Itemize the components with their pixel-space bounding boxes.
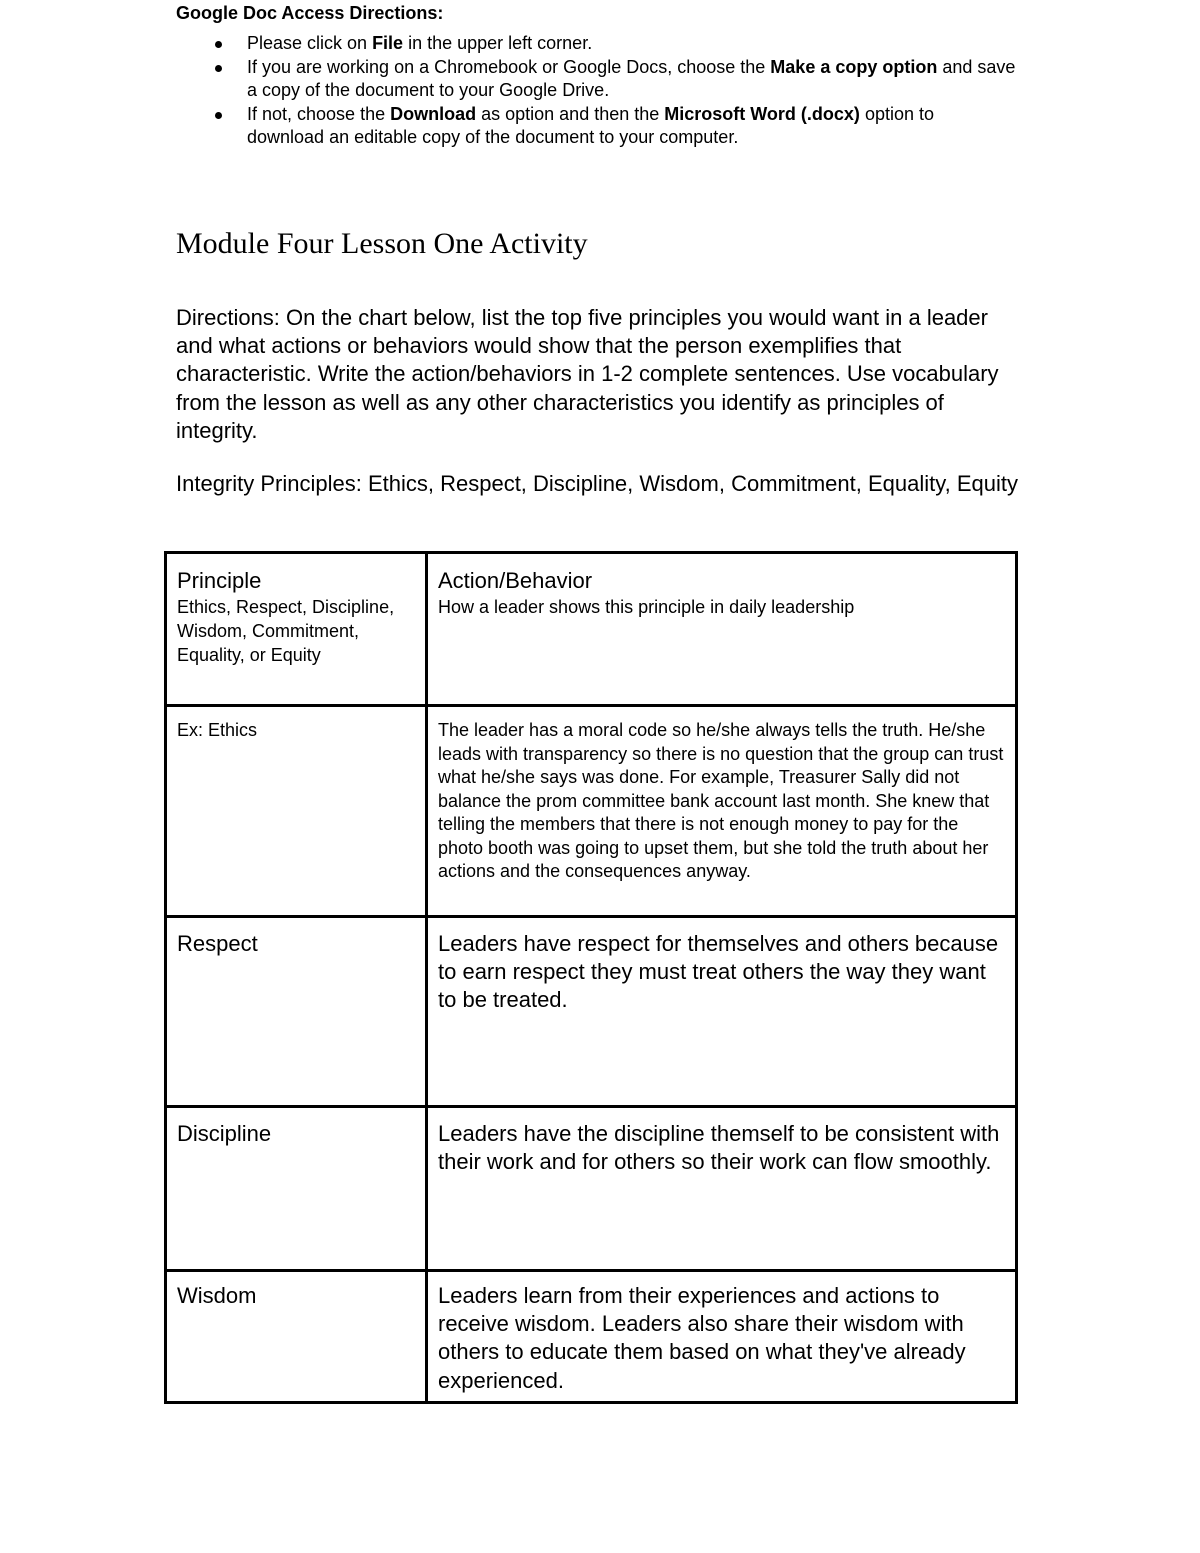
table-header-cell-principle	[166, 553, 427, 706]
list-item-text: If you are working on a Chromebook or Google Docs, choose the	[247, 56, 771, 77]
integrity-principles-paragraph: Integrity Principles: Ethics, Respect, Discipline, Wisdom, Commitment, Equality, Equity	[176, 471, 1018, 496]
activity-table	[164, 551, 1018, 1404]
list-item-bold-text: Microsoft Word (.docx)	[664, 103, 860, 124]
list-item-text: and save a copy of the document to your Google Drive.	[247, 56, 1016, 100]
directions-paragraph: Directions: On the chart below, list the top five principles you would want in a leader and what actions or behaviors would show that the person exemplifies that characteristic. Write the action/behaviors in 1-2 complete sentences. Use vocabulary from the lesson as well as any other characteristics you identify as principles of integrity.	[176, 305, 999, 443]
page-title: Module Four Lesson One Activity	[176, 227, 588, 260]
list-item	[176, 56, 1016, 103]
column-header-action: Action/Behavior	[438, 568, 593, 593]
table-row	[166, 1271, 1017, 1403]
table-row	[166, 1107, 1017, 1271]
principle-cell: Ex: Ethics	[166, 706, 427, 917]
column-header-principle: Principle	[177, 568, 262, 593]
table-header-row	[166, 553, 1017, 706]
column-subheader-action: How a leader shows this principle in daily leadership	[438, 597, 855, 617]
list-item-text: in the upper left corner.	[403, 33, 593, 53]
action-cell: Leaders have respect for themselves and others because to earn respect they must treat others the way they want to be treated.	[427, 917, 1017, 1107]
principle-cell: Discipline	[166, 1107, 427, 1271]
action-cell: Leaders have the discipline themself to be consistent with their work and for others so their work can flow smoothly.	[427, 1107, 1017, 1271]
table-row	[166, 917, 1017, 1107]
table-row	[166, 706, 1017, 917]
list-item-text: option to download an editable copy of the document to your computer.	[247, 103, 934, 147]
list-item-text: If not, choose the	[247, 103, 391, 124]
principle-cell: Wisdom	[166, 1271, 427, 1403]
list-item-text: as option and then the	[476, 103, 665, 124]
table-header-cell-action	[427, 553, 1017, 706]
list-item-bold-text: Download	[390, 103, 477, 124]
access-directions-heading: Google Doc Access Directions:	[176, 3, 444, 23]
list-item-bold-text: File	[372, 33, 404, 53]
principle-cell: Respect	[166, 917, 427, 1107]
action-cell: The leader has a moral code so he/she always tells the truth. He/she leads with transparency so there is no question that the group can trust what he/she says was done. For example, Treasurer Sally did not balance the prom committee bank account last month. She knew that telling the members that there is not enough money to pay for the photo booth was going to upset them, but she told the truth about her actions and the consequences anyway.	[427, 706, 1017, 917]
list-item-text: Please click on	[247, 33, 373, 53]
column-subheader-principle: Ethics, Respect, Discipline, Wisdom, Commitment, Equality, or Equity	[177, 597, 395, 665]
action-cell: Leaders learn from their experiences and actions to receive wisdom. Leaders also share their wisdom with others to educate them based on what they've already experienced.	[427, 1271, 1017, 1403]
list-item-bold-text: Make a copy option	[770, 56, 938, 77]
access-directions-list	[176, 32, 1016, 150]
list-item	[176, 32, 1016, 56]
list-item	[176, 103, 1016, 150]
